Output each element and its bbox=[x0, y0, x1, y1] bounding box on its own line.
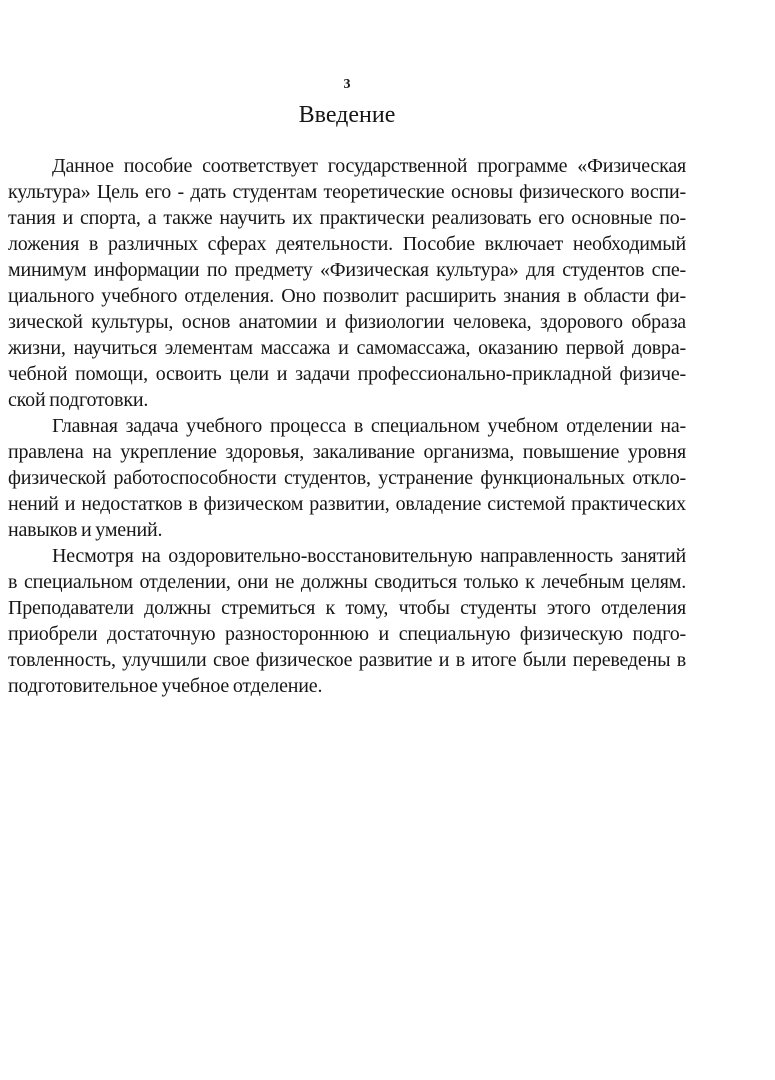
text-line: ложения в различных сферах деятельности. Пособие включает необходимый bbox=[8, 233, 686, 255]
text-line: в специальном отделении, они не должны сводиться только к лечебным целям. bbox=[8, 571, 686, 593]
page-number: 3 bbox=[343, 77, 351, 92]
text-line: Несмотря на оздоровительно-восстановительную направленность занятий bbox=[52, 545, 686, 567]
text-line: навыков и умений. bbox=[8, 519, 163, 541]
text-line: культура» Цель его - дать студентам теоретические основы физического воспи- bbox=[8, 181, 686, 203]
section-heading: Введение bbox=[298, 102, 396, 128]
text-line: Данное пособие соответствует государственной программе «Физическая bbox=[52, 155, 686, 177]
text-line: циального учебного отделения. Оно позволит расширить знания в области фи- bbox=[8, 285, 686, 307]
text-line: минимум информации по предмету «Физическая культура» для студентов спе- bbox=[8, 259, 686, 281]
text-line: зической культуры, основ анатомии и физиологии человека, здорового образа bbox=[8, 311, 686, 333]
text-line: чебной помощи, освоить цели и задачи профессионально-прикладной физиче- bbox=[8, 363, 686, 385]
text-line: нений и недостатков в физическом развитии, овладение системой практических bbox=[8, 493, 686, 515]
text-line: Преподаватели должны стремиться к тому, чтобы студенты этого отделения bbox=[8, 597, 686, 619]
text-line: ской подготовки. bbox=[8, 389, 149, 411]
text-line: подготовительное учебное отделение. bbox=[8, 675, 323, 697]
text-line: правлена на укрепление здоровья, закаливание организма, повышение уровня bbox=[8, 441, 686, 463]
text-line: приобрели достаточную разностороннюю и специальную физическую подго- bbox=[8, 623, 686, 645]
paragraph bbox=[8, 153, 686, 413]
text-line: физической работоспособности студентов, устранение функциональных откло- bbox=[8, 467, 686, 489]
text-line: товленность, улучшили свое физическое развитие и в итоге были переведены в bbox=[8, 649, 686, 671]
text-line: тания и спорта, а также научить их практически реализовать его основные по- bbox=[8, 207, 686, 229]
text-line: Главная задача учебного процесса в специальном учебном отделении на- bbox=[52, 415, 686, 437]
paragraph bbox=[8, 413, 686, 543]
paragraph bbox=[8, 543, 686, 699]
text-line: жизни, научиться элементам массажа и самомассажа, оказанию первой довра- bbox=[8, 337, 686, 359]
body-text bbox=[8, 153, 686, 699]
